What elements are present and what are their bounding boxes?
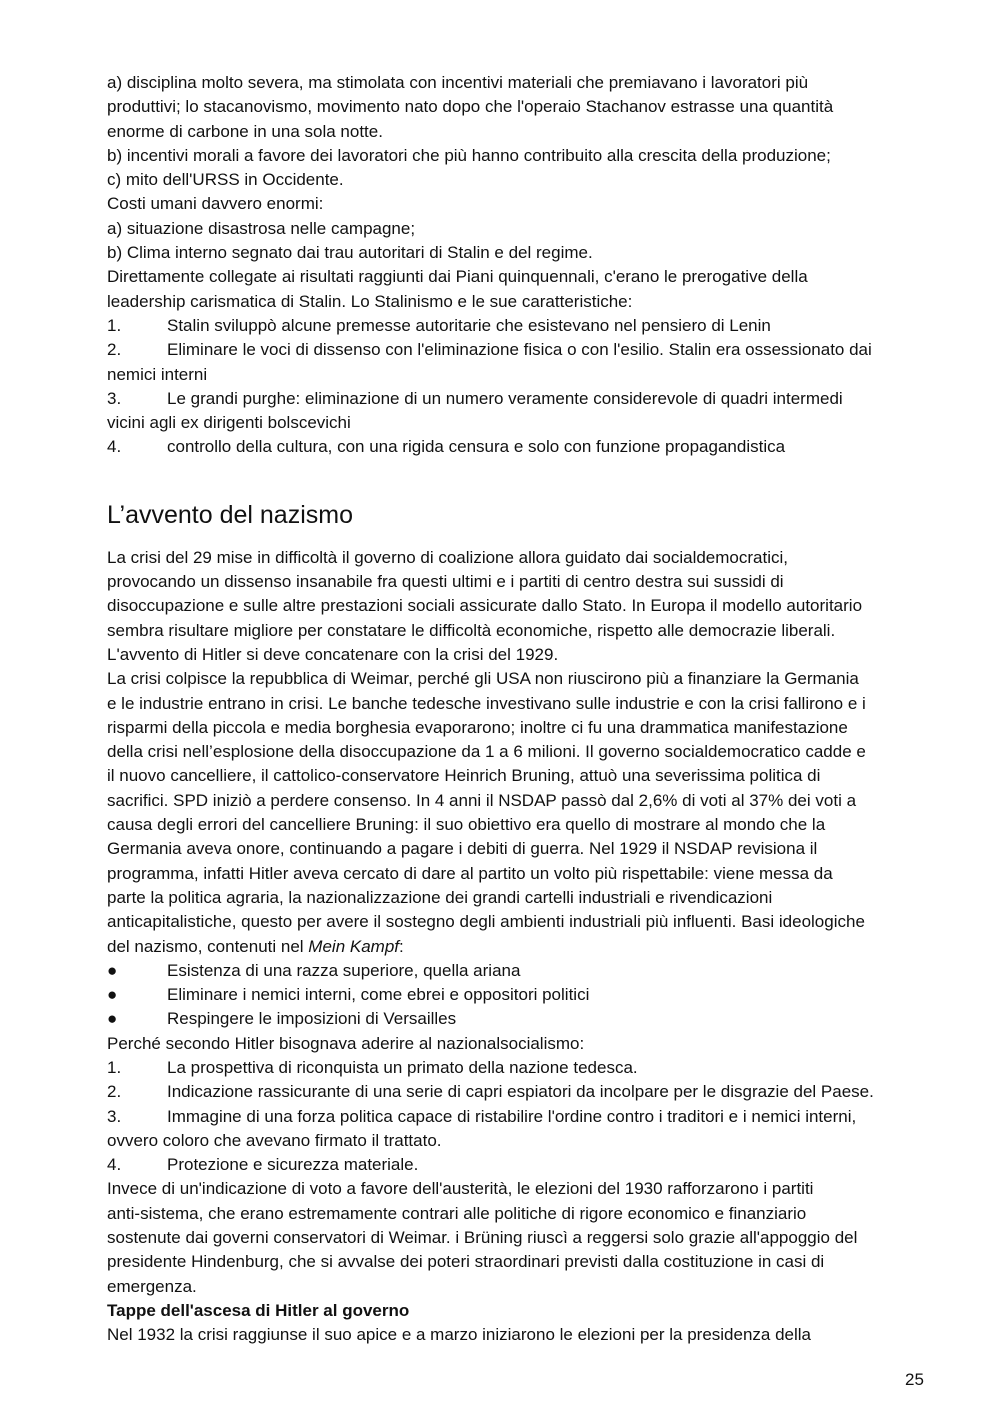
bullet-item <box>107 983 939 1007</box>
why-intro: Perché secondo Hitler bisognava aderire al nazionalsocialismo: <box>107 1033 585 1053</box>
list-marker: 2. <box>107 340 122 360</box>
mein-kampf-suffix: : <box>399 936 404 956</box>
list-item <box>107 1080 939 1104</box>
list-item-text: Protezione e sicurezza materiale. <box>167 1155 419 1175</box>
bullet-text: Respingere le imposizioni di Versailles <box>167 1009 457 1029</box>
text-line: presidente Hindenburg, che si avvalse dei poteri straordinari previsti dalla costituzione in casi di <box>107 1252 825 1272</box>
text-line: programma, infatti Hitler aveva cercato di dare al partito un volto più rispettabile: viene messa da <box>107 863 833 883</box>
text-line: enorme di carbone in una sola notte. <box>107 121 383 141</box>
text-line: anti-sistema, che erano estremamente contrari alle politiche di rigore economico e finanziario <box>107 1203 807 1223</box>
last-line: Nel 1932 la crisi raggiunse il suo apice e a marzo iniziarono le elezioni per la presidenza della <box>107 1325 812 1345</box>
top-paragraph <box>107 71 939 314</box>
list-item-text: La prospettiva di riconquista un primato della nazione tedesca. <box>167 1057 638 1077</box>
page-content <box>107 71 939 1348</box>
text-line: La crisi del 29 mise in difficoltà il governo di coalizione allora guidato dai socialdemocratici, <box>107 547 788 567</box>
list-marker: 2. <box>107 1082 122 1102</box>
text-line: e le industrie entrano in crisi. Le banche tedesche investivano sulle industrie e con la crisi fallirono e i <box>107 693 866 713</box>
list-item <box>107 1056 939 1080</box>
list-item <box>107 435 939 459</box>
list-item-text: Eliminare le voci di dissenso con l'eliminazione fisica o con l'esilio. Stalin era ossessionato dai <box>167 340 872 360</box>
list-item-continuation: vicini agli ex dirigenti bolscevichi <box>107 413 351 433</box>
list-item-text: Immagine di una forza politica capace di ristabilire l'ordine contro i traditori e i nemici interni, <box>167 1106 857 1126</box>
why-list <box>107 1056 939 1177</box>
bullet-text: Esistenza di una razza superiore, quella ariana <box>167 960 521 980</box>
list-marker: 4. <box>107 1155 122 1175</box>
stalinism-list <box>107 314 939 460</box>
text-line: provocando un dissenso insanabile fra questi ultimi e i partiti di centro destra sui sussidi di <box>107 572 784 592</box>
text-line: La crisi colpisce la repubblica di Weimar, perché gli USA non riuscirono più a finanziare la Germania <box>107 669 859 689</box>
text-line: a) disciplina molto severa, ma stimolata con incentivi materiali che premiavano i lavoratori più <box>107 73 809 92</box>
text-line: a) situazione disastrosa nelle campagne; <box>107 218 416 238</box>
text-line: produttivi; lo stacanovismo, movimento nato dopo che l'operaio Stachanov estrasse una quantità <box>107 97 834 117</box>
text-line: causa degli errori del cancelliere Bruning: il suo obiettivo era quello di mostrare al mondo che la <box>107 815 826 835</box>
list-marker: 4. <box>107 437 122 457</box>
list-marker: 1. <box>107 315 122 335</box>
list-marker: 1. <box>107 1057 122 1077</box>
ideology-bullet-list <box>107 959 939 1032</box>
text-line: parte la politica agraria, la nazionalizzazione dei grandi cartelli industriali e rivendicazioni <box>107 887 773 907</box>
list-item-continuation: ovvero coloro che avevano firmato il trattato. <box>107 1130 442 1150</box>
list-item-text: Indicazione rassicurante di una serie di capri espiatori da incolpare per le disgrazie del Paese. <box>167 1082 874 1102</box>
text-line: anticapitalistiche, questo per avere il sostegno degli ambienti industriali più influenti. Basi ideologiche <box>107 912 865 932</box>
list-item <box>107 1105 939 1129</box>
text-line: emergenza. <box>107 1276 197 1296</box>
list-marker: 3. <box>107 1106 122 1126</box>
list-item <box>107 314 939 338</box>
list-item <box>107 387 939 411</box>
text-line: sostenute dai governi conservatori di Weimar. i Brüning riuscì a reggersi solo grazie all'appoggio del <box>107 1228 858 1248</box>
list-item <box>107 1153 939 1177</box>
text-line: Invece di un'indicazione di voto a favore dell'austerità, le elezioni del 1930 rafforzarono i partiti <box>107 1179 814 1199</box>
text-line: Direttamente collegate ai risultati raggiunti dai Piani quinquennali, c'erano le prerogative della <box>107 267 808 287</box>
text-line: il nuovo cancelliere, il cattolico-conservatore Heinrich Bruning, attuò una severissima politica di <box>107 766 821 786</box>
text-line: Germania aveva onore, continuando a pagare i debiti di guerra. Nel 1929 il NSDAP revisiona il <box>107 839 818 859</box>
bullet-icon: ● <box>107 960 118 980</box>
text-line: sacrifici. SPD iniziò a perdere consenso. In 4 anni il NSDAP passò dal 2,6% di voti al 37% dei voti a <box>107 790 857 810</box>
list-item-continuation: nemici interni <box>107 364 208 384</box>
nazism-paragraph <box>107 546 939 935</box>
bullet-icon: ● <box>107 985 118 1005</box>
list-item <box>107 338 939 362</box>
text-line: della crisi nell’esplosione della disoccupazione da 1 a 6 milioni. Il governo socialdemocratico cadde e <box>107 742 866 762</box>
page-number: 25 <box>905 1370 924 1389</box>
text-line: disoccupazione e sulle altre prestazioni sociali assicurate dallo Stato. In Europa il modello autoritario <box>107 596 863 616</box>
bullet-item <box>107 1007 939 1031</box>
bullet-item <box>107 959 939 983</box>
list-item-text: controllo della cultura, con una rigida censura e solo con funzione propagandistica <box>167 437 786 457</box>
list-item-text: Stalin sviluppò alcune premesse autoritarie che esistevano nel pensiero di Lenin <box>167 315 771 335</box>
text-line: c) mito dell'URSS in Occidente. <box>107 170 344 190</box>
mein-kampf-title: Mein Kampf <box>308 936 399 956</box>
text-line: sembra risultare migliore per constatare le difficoltà economiche, rispetto alle democrazie liberali. <box>107 620 836 640</box>
mein-kampf-prefix: del nazismo, contenuti nel <box>107 936 309 956</box>
text-line: b) Clima interno segnato dai trau autoritari di Stalin e del regime. <box>107 243 593 263</box>
text-line: leadership carismatica di Stalin. Lo Stalinismo e le sue caratteristiche: <box>107 291 633 311</box>
bullet-icon: ● <box>107 1009 118 1029</box>
list-item-text: Le grandi purghe: eliminazione di un numero veramente considerevole di quadri intermedi <box>167 388 843 408</box>
text-line: Costi umani davvero enormi: <box>107 194 324 214</box>
list-marker: 3. <box>107 388 122 408</box>
text-line: risparmi della piccola e media borghesia evaporarono; inoltre ci fu una drammatica manifestazione <box>107 717 848 737</box>
elections-paragraph <box>107 1177 939 1298</box>
text-line: L'avvento di Hitler si deve concatenare con la crisi del 1929. <box>107 644 559 664</box>
section-heading: L’avvento del nazismo <box>107 500 353 529</box>
subheading: Tappe dell'ascesa di Hitler al governo <box>107 1300 410 1320</box>
text-line: b) incentivi morali a favore dei lavoratori che più hanno contribuito alla crescita della produzione; <box>107 145 831 165</box>
bullet-text: Eliminare i nemici interni, come ebrei e oppositori politici <box>167 985 590 1005</box>
mein-kampf-line <box>107 935 939 959</box>
